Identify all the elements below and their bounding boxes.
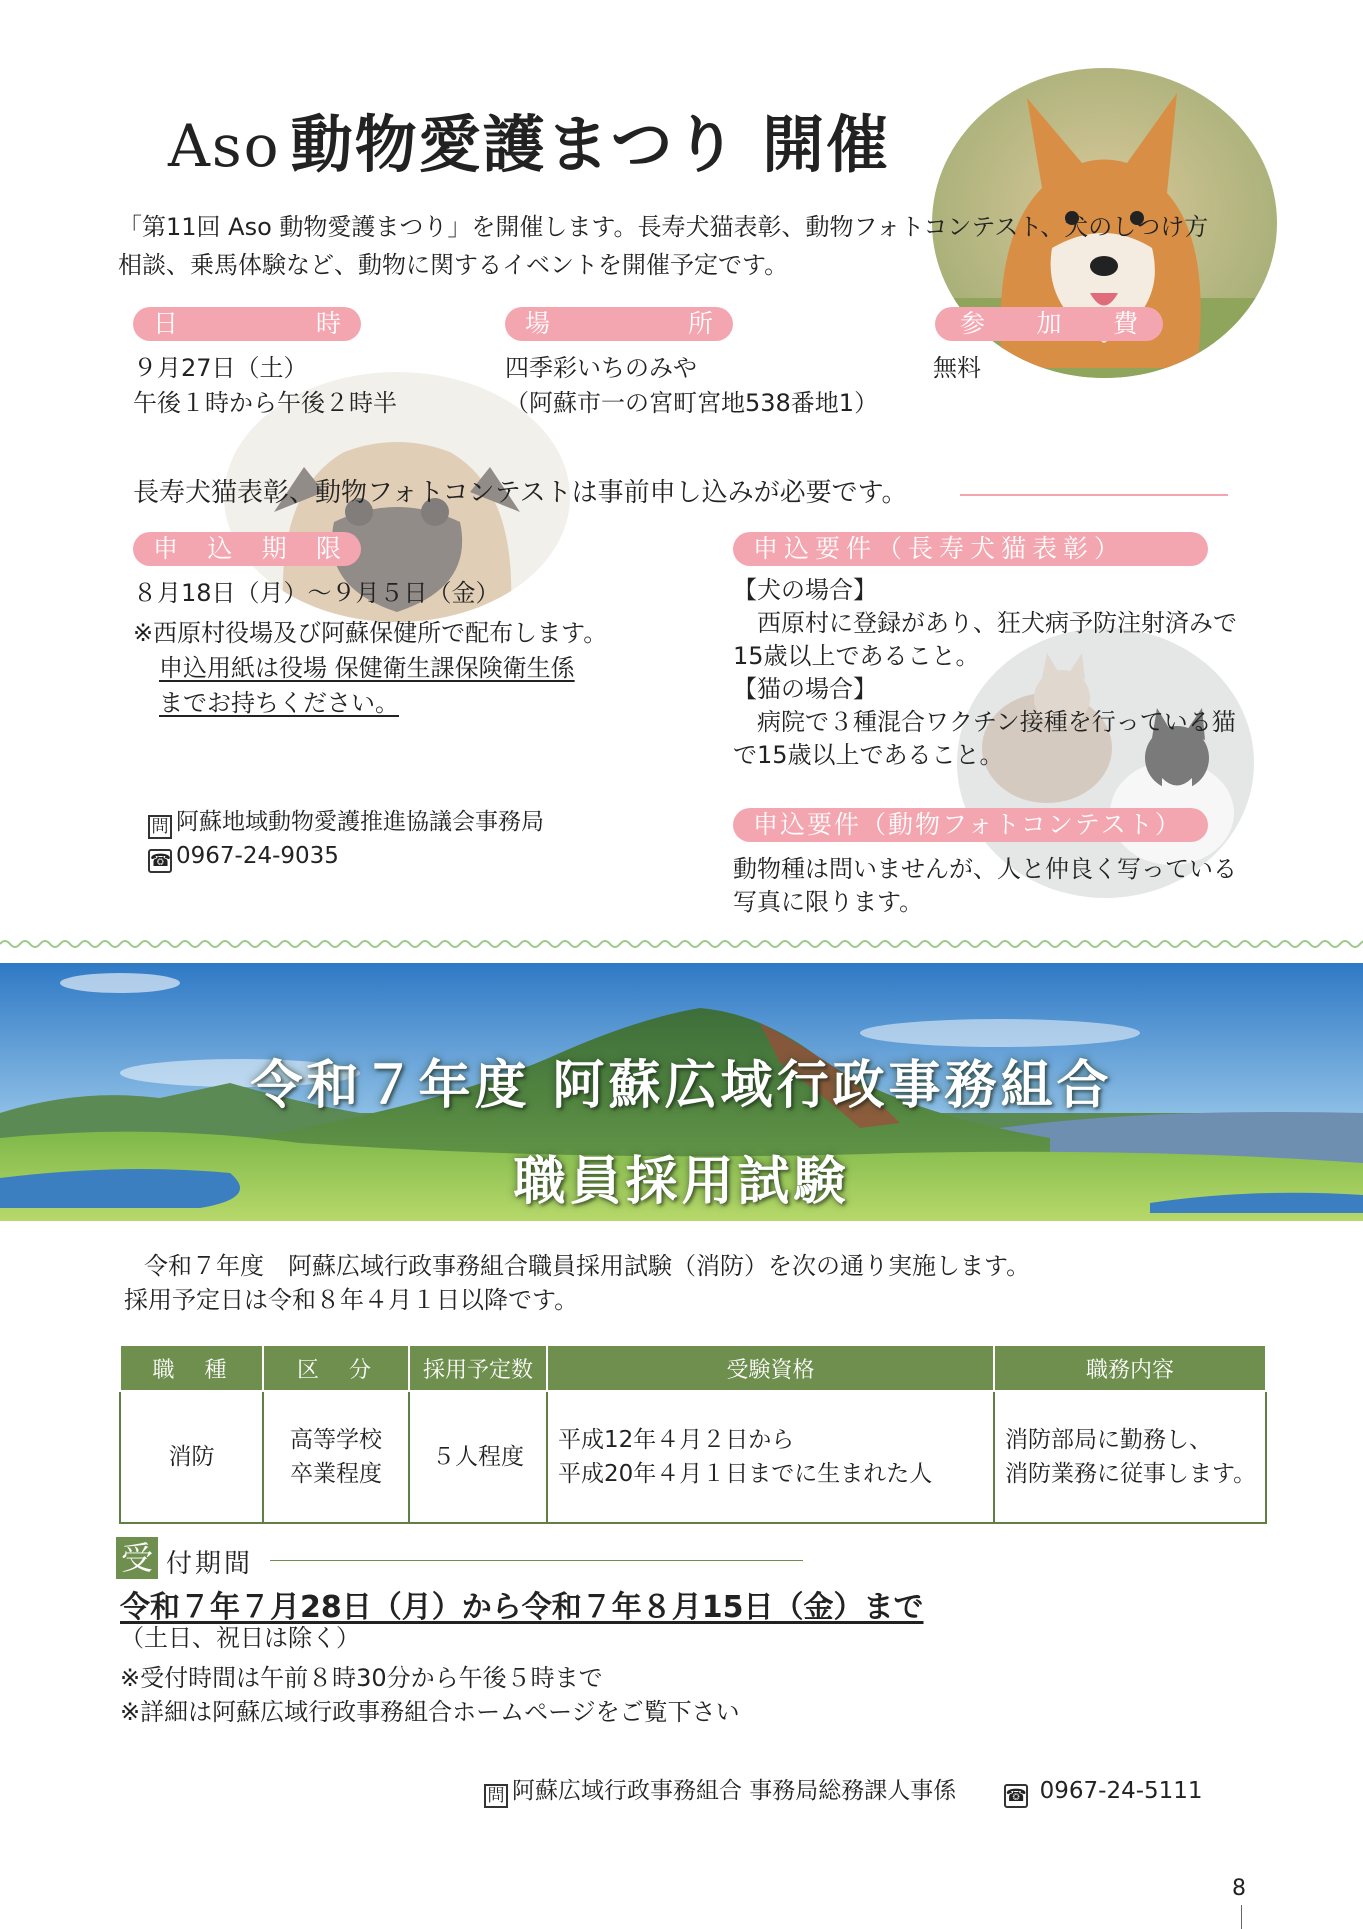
wave-divider	[0, 937, 1363, 951]
recruit-intro: 令和７年度 阿蘇広域行政事務組合職員採用試験（消防）を次の通り実施します。 採用予定日は令和８年４月１日以降です。	[124, 1252, 1031, 1314]
event-title-jp: 動物愛護まつり 開催	[290, 108, 891, 181]
deadline-note: ※西原村役場及び阿蘇保健所で配布します。 申込用紙は役場 保健衛生課保険衛生係 までお持ちください。	[133, 619, 608, 717]
when-value: ９月27日（土） 午後１時から午後２時半	[133, 354, 397, 417]
reception-period: 令和７年７月28日（月）から令和７年８月15日（金）まで	[120, 1590, 924, 1625]
phone-icon: ☎	[1005, 1786, 1027, 1806]
category-cell: 高等学校 卒業程度	[263, 1391, 409, 1523]
table-header-cell: 職務内容	[994, 1345, 1266, 1391]
when-label: 日 時	[133, 307, 361, 341]
table-header-row	[120, 1345, 1266, 1391]
recruit-table	[119, 1344, 1267, 1524]
req-senior-body: 【犬の場合】 西原村に登録があり、狂犬病予防注射済みで 15歳以上であること。 【猫の場合】 病院で３種混合ワクチン接種を行っている猫 で15歳以上であること。	[733, 576, 1237, 769]
where-value: 四季彩いちのみや （阿蘇市一の宮町宮地538番地1）	[505, 354, 879, 417]
table-row	[120, 1391, 1266, 1523]
event-intro	[118, 208, 1278, 284]
reception-notes: （土日、祝日は除く） ※受付時間は午前８時30分から午後５時まで ※詳細は阿蘇広域行政事務組合ホームページをご覧下さい	[120, 1624, 740, 1726]
recruit-contact	[484, 1774, 1203, 1809]
qualification-cell: 平成12年４月２日から 平成20年４月１日までに生まれた人	[547, 1391, 994, 1523]
job-cell: 消防	[120, 1391, 263, 1523]
duty-cell: 消防部局に勤務し、 消防業務に従事します。	[994, 1391, 1266, 1523]
inquiry-icon: 問	[484, 1784, 508, 1808]
page-number-rule	[1241, 1905, 1242, 1929]
event-intro-line: 相談、乗馬体験など、動物に関するイベントを開催予定です。	[118, 251, 789, 279]
reception-heading-badge: 受	[116, 1537, 158, 1579]
reception-heading: 付期間	[166, 1549, 254, 1579]
event-contact	[148, 805, 544, 873]
recruit-contact-office: 阿蘇広域行政事務組合 事務局総務課人事係	[512, 1778, 957, 1804]
page-number: 8	[1232, 1876, 1246, 1901]
inquiry-icon: 問	[148, 815, 172, 839]
table-header-cell: 職 種	[120, 1345, 263, 1391]
fee-value: 無料	[933, 354, 981, 382]
event-contact-phone: 0967-24-9035	[176, 843, 339, 869]
event-title-latin: Aso	[168, 112, 281, 180]
event-title	[168, 95, 890, 184]
req-photo-label: 申込要件（動物フォトコンテスト）	[733, 808, 1208, 842]
count-cell: ５人程度	[409, 1391, 547, 1523]
banner-title-line1: 令和７年度 阿蘇広域行政事務組合	[250, 1055, 1113, 1116]
reception-heading-rule	[270, 1560, 803, 1561]
table-header-cell: 受験資格	[547, 1345, 994, 1391]
event-intro-line: 「第11回 Aso 動物愛護まつり」を開催します。長寿犬猫表彰、動物フォトコンテスト、犬のしつけ方	[118, 213, 1209, 241]
table-header-cell: 採用予定数	[409, 1345, 547, 1391]
where-label: 場 所	[505, 307, 733, 341]
advance-note-rule	[960, 494, 1228, 496]
deadline-label: 申 込 期 限	[133, 532, 361, 566]
phone-icon: ☎	[150, 851, 172, 871]
deadline-dates: ８月18日（月）～９月５日（金）	[133, 579, 500, 607]
event-contact-office: 阿蘇地域動物愛護推進協議会事務局	[176, 809, 544, 835]
req-senior-label: 申込要件（長寿犬猫表彰）	[733, 532, 1208, 566]
mountain-landscape	[0, 963, 1363, 1221]
banner-title-line2: 職員採用試験	[513, 1151, 850, 1212]
fee-label: 参 加 費	[935, 307, 1163, 341]
req-photo-body: 動物種は問いませんが、人と仲良く写っている 写真に限ります。	[733, 855, 1237, 916]
advance-note: 長寿犬猫表彰、動物フォトコンテストは事前申し込みが必要です。	[133, 478, 908, 508]
table-header-cell: 区 分	[263, 1345, 409, 1391]
recruit-contact-phone: 0967-24-5111	[1039, 1778, 1203, 1804]
